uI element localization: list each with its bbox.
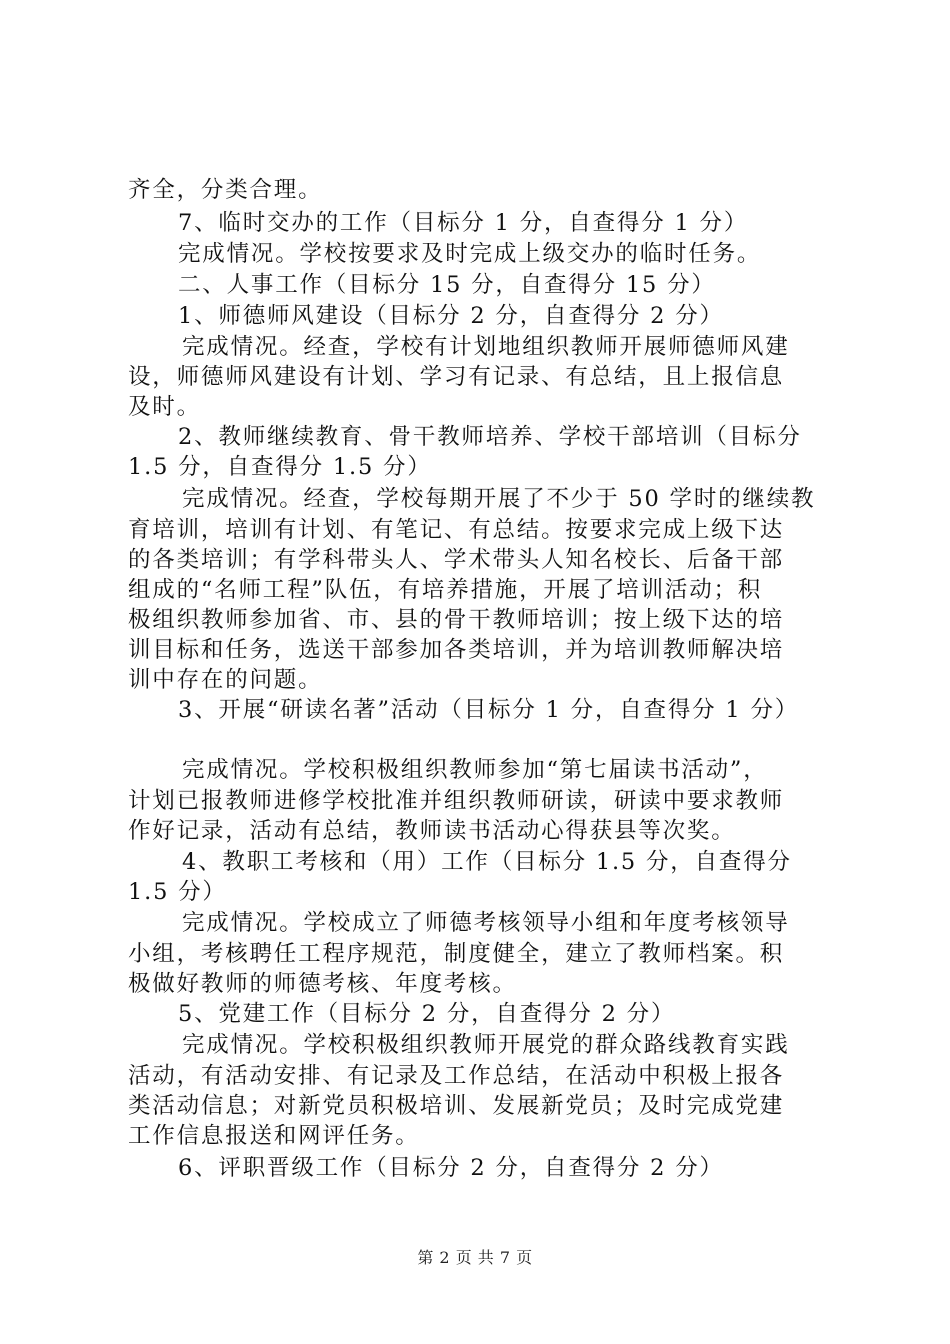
text-line: 工作信息报送和网评任务。	[128, 1123, 420, 1149]
text-line: 计划已报教师进修学校批准并组织教师研读，研读中要求教师	[128, 788, 785, 814]
text-line: 齐全，分类合理。	[128, 177, 323, 203]
text-line: 育培训，培训有计划、有笔记、有总结。按要求完成上级下达	[128, 517, 785, 543]
text-line: 及时。	[128, 394, 201, 420]
text-line: 1.5 分）	[128, 879, 227, 905]
section-heading: 6、评职晋级工作（目标分 2 分，自查得分 2 分）	[178, 1155, 724, 1181]
text-line: 完成情况。经查，学校每期开展了不少于 50 学时的继续教	[182, 486, 816, 512]
text-line: 作好记录，活动有总结，教师读书活动心得获县等次奖。	[128, 818, 736, 844]
text-line: 完成情况。经查，学校有计划地组织教师开展师德师风建	[182, 334, 790, 360]
text-line: 的各类培训；有学科带头人、学术带头人知名校长、后备干部	[128, 547, 785, 573]
section-heading: 7、临时交办的工作（目标分 1 分，自查得分 1 分）	[178, 210, 749, 236]
section-heading: 1、师德师风建设（目标分 2 分，自查得分 2 分）	[178, 303, 724, 329]
text-line: 完成情况。学校按要求及时完成上级交办的临时任务。	[178, 241, 762, 267]
section-heading: 5、党建工作（目标分 2 分，自查得分 2 分）	[178, 1001, 676, 1027]
text-line: 完成情况。学校成立了师德考核领导小组和年度考核领导	[182, 910, 790, 936]
text-line: 组成的“名师工程”队伍，有培养措施，开展了培训活动；积	[128, 577, 763, 603]
text-line: 类活动信息；对新党员积极培训、发展新党员；及时完成党建	[128, 1093, 785, 1119]
section-heading: 3、开展“研读名著”活动（目标分 1 分，自查得分 1 分）	[178, 697, 800, 723]
text-line: 完成情况。学校积极组织教师参加“第七届读书活动”，	[182, 757, 768, 783]
text-line: 1.5 分，自查得分 1.5 分）	[128, 454, 432, 480]
text-line: 训中存在的问题。	[128, 667, 323, 693]
page-number-footer: 第 2 页 共 7 页	[417, 1248, 533, 1267]
text-line: 活动，有活动安排、有记录及工作总结，在活动中积极上报各	[128, 1063, 785, 1089]
text-line: 极组织教师参加省、市、县的骨干教师培训；按上级下达的培	[128, 607, 785, 633]
text-line: 小组，考核聘任工程序规范，制度健全，建立了教师档案。积	[128, 941, 785, 967]
section-heading: 二、人事工作（目标分 15 分，自查得分 15 分）	[178, 272, 716, 298]
section-heading: 4、教职工考核和（用）工作（目标分 1.5 分，自查得分	[182, 849, 792, 875]
text-line: 极做好教师的师德考核、年度考核。	[128, 971, 517, 997]
text-line: 设，师德师风建设有计划、学习有记录、有总结，且上报信息	[128, 364, 785, 390]
text-line: 训目标和任务，选送干部参加各类培训，并为培训教师解决培	[128, 637, 785, 663]
section-heading: 2、教师继续教育、骨干教师培养、学校干部培训（目标分	[178, 424, 802, 450]
text-line: 完成情况。学校积极组织教师开展党的群众路线教育实践	[182, 1032, 790, 1058]
